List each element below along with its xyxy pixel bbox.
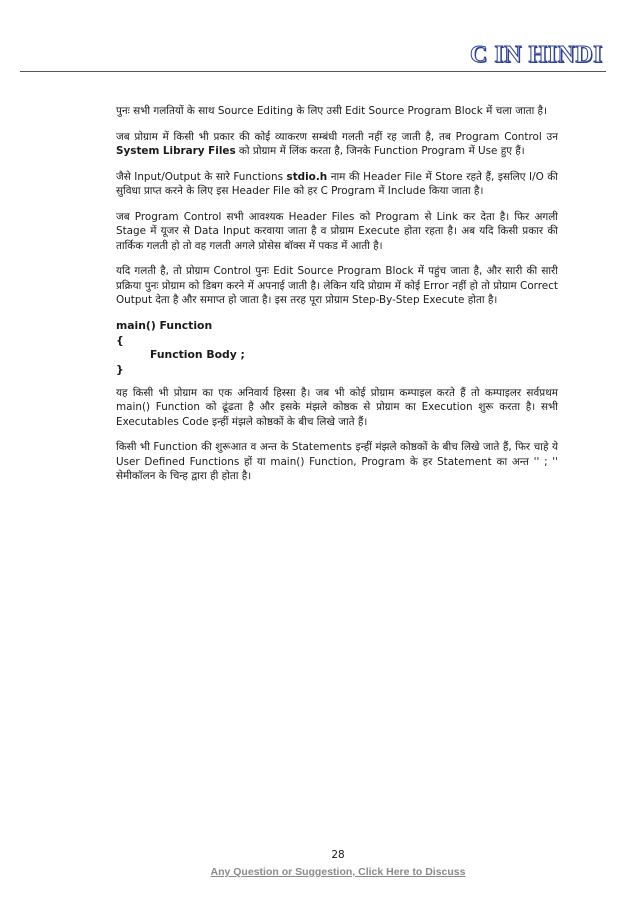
code-line-open-brace: {	[116, 333, 124, 347]
paragraph-3-text-after: नाम की Header File में Store रहते हैं, इसलिए I/O की सुविधा प्राप्त करने के लिए इस Header File को हर C Program में Include किया जाता है।	[116, 170, 558, 198]
header-divider	[20, 71, 606, 72]
paragraph-2-bold-term: System Library Files	[116, 145, 236, 158]
paragraph-2-text-before: जब प्रोग्राम में किसी भी प्रकार की कोई व्याकरण सम्बंधी गलती नहीं रह जाती है, तब Program Control उन	[116, 130, 558, 143]
code-line-function-body: Function Body ;	[150, 348, 245, 362]
code-line-close-brace: }	[116, 363, 124, 377]
page-title: C IN HINDI	[469, 42, 603, 68]
paragraph-4: जब Program Control सभी आवश्यक Header Files को Program से Link कर देता है। फिर अगली Stage में यूजर से Data Input करवाया जाता है व प्रोग्राम Execute होता रहता है। अब यदि किसी प्रकार की तार्किक गलती हो तो वह गलती अगले प्रोसेस बॉक्स में पकड में आती है।	[116, 210, 558, 252]
paragraph-3-text-before: जैसे Input/Output के सारे Functions	[116, 170, 287, 183]
paragraph-6: यह किसी भी प्रोग्राम का एक अनिवार्य हिस्सा है। जब भी कोई प्रोग्राम कम्पाइल करते हैं तो कम्पाइलर सर्वप्रथम main() Function को ढूंढता है और इसके मंझले कोष्ठक से प्रोग्राम का Execution शुरू करता है। सभी Executables Code इन्हीं मंझले कोष्ठकों के बीच लिखे जाते हैं।	[116, 386, 558, 428]
code-line-main: main() Function	[116, 318, 213, 332]
discuss-link[interactable]: Any Question or Suggestion, Click Here to Discuss	[210, 866, 466, 878]
paragraph-2	[116, 130, 558, 159]
paragraph-7: किसी भी Function की शुरूआत व अन्त के Statements इन्हीं मंझले कोष्ठकों के बीच लिखे जाते हैं, फिर चाहे ये User Defined Functions हों या main() Function, Program के हर Statement का अन्त '' ; '' सेमीकॉलन के चिन्ह द्वारा ही होता है।	[116, 441, 558, 482]
code-block	[116, 319, 558, 378]
page-number: 28	[331, 849, 345, 861]
paragraph-1: पुनः सभी गलतियों के साथ Source Editing के लिए उसी Edit Source Program Block में चला जाता है।	[116, 105, 548, 117]
document-body	[116, 104, 558, 495]
paragraph-2-text-after: को प्रोग्राम में लिंक करता है, जिनके Function Program में Use हुए हैं।	[235, 145, 525, 158]
paragraph-3-bold-term: stdio.h	[286, 170, 328, 183]
paragraph-5: यदि गलती है, तो प्रोग्राम Control पुनः Edit Source Program Block में पहुंच जाता है, और सारी की सारी प्रक्रिया पुनः प्रोग्राम को डिबग करने में अपनाई जाती है। लेकिन यदि प्रोग्राम में कोई Error नहीं हो तो प्रोग्राम Correct Output देता है और समाप्त हो जाता है। इस तरह पूरा प्रोग्राम Step-By-Step Execute होता है।	[116, 265, 558, 306]
paragraph-3	[116, 170, 558, 199]
